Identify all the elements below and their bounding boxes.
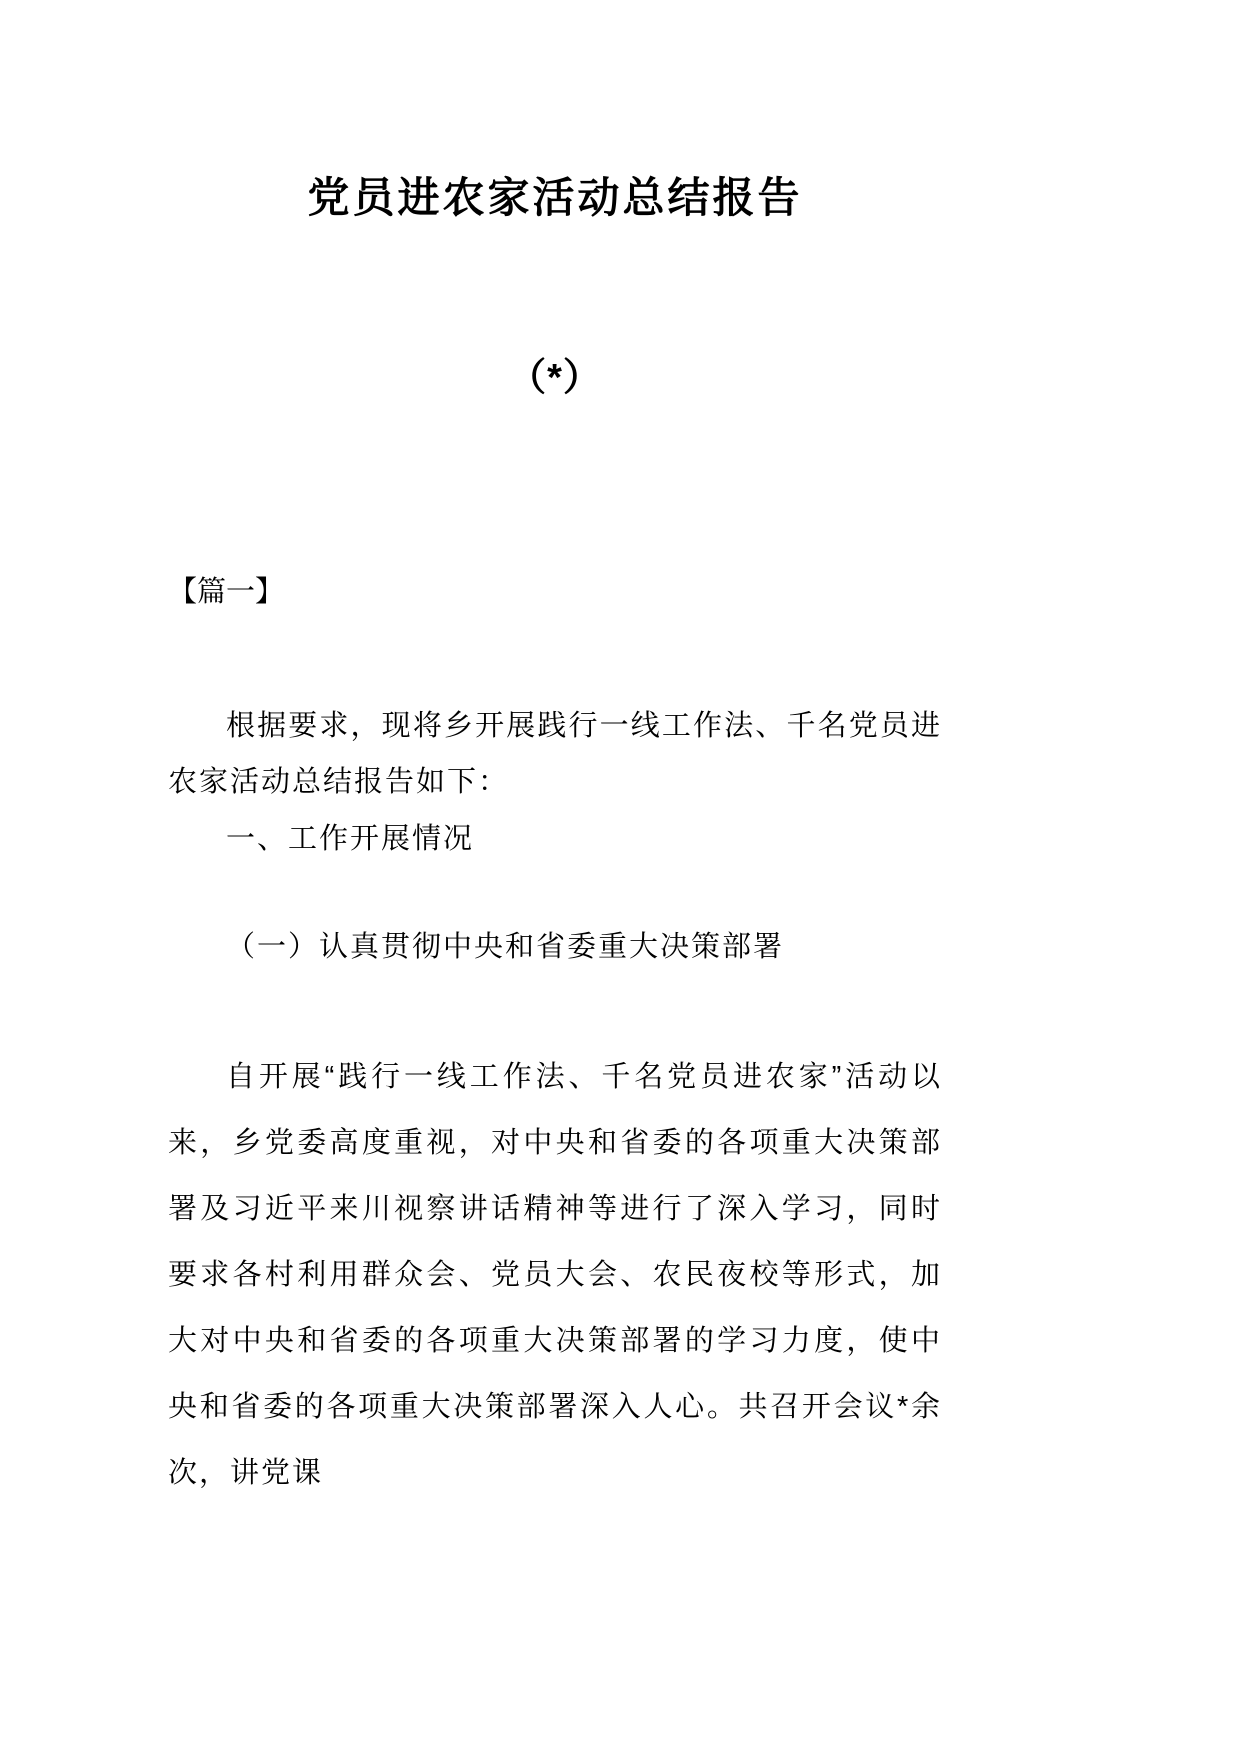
body-paragraph: 自开展“践行一线工作法、千名党员进农家”活动以来，乡党委高度重视，对中央和省委的各项重大决策部署及习近平来川视察讲话精神等进行了深入学习，同时要求各村利用群众会、党员大会、农民夜校等形式，加大对中央和省委的各项重大决策部署的学习力度，使中央和省委的各项重大决策部署深入人心。共召开会议*余次，讲党课: [168, 1060, 942, 1490]
subsection-heading-implementation: （一）认真贯彻中央和省委重大决策部署: [226, 931, 785, 964]
part-one-label: 【篇一】: [168, 576, 285, 608]
intro-paragraph: 根据要求，现将乡开展践行一线工作法、千名党员进农家活动总结报告如下：: [168, 709, 942, 799]
document-title: 党员进农家活动总结报告: [307, 174, 803, 221]
section-heading-work-progress: 一、工作开展情况: [226, 822, 475, 855]
document-subtitle: （*）: [508, 356, 602, 399]
